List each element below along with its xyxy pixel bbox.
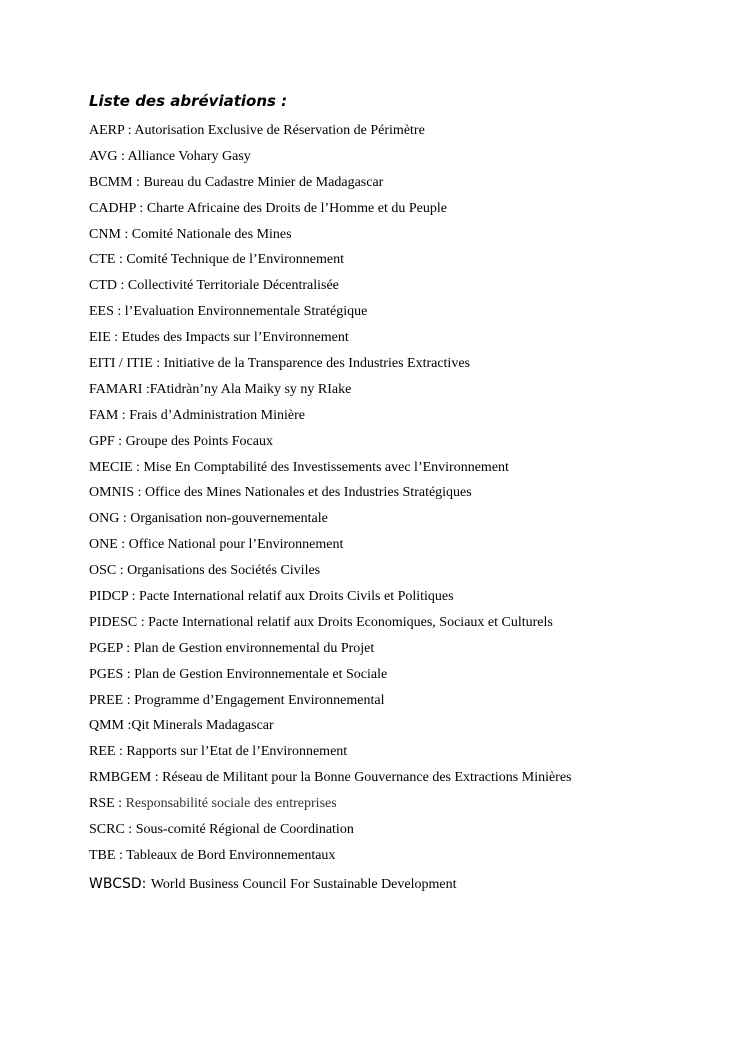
list-item-rse — [89, 791, 709, 817]
list-item: CTD : Collectivité Territoriale Décentralisée — [89, 278, 339, 294]
list-item: TBE : Tableaux de Bord Environnementaux — [89, 847, 336, 863]
list-heading: Liste des abréviations : — [89, 92, 288, 110]
list-item: PGES : Plan de Gestion Environnementale et Sociale — [89, 666, 388, 682]
list-item: EES : l’Evaluation Environnementale Stratégique — [89, 304, 368, 320]
list-item: PIDESC : Pacte International relatif aux Droits Economiques, Sociaux et Culturels — [89, 614, 553, 630]
wbcsd-abbreviation: WBCSD: — [89, 875, 151, 892]
list-item: FAMARI :FAtidràn’ny Ala Maiky sy ny RIake — [89, 381, 352, 397]
abbreviation-list — [89, 118, 709, 896]
list-item: MECIE : Mise En Comptabilité des Investissements avec l’Environnement — [89, 459, 509, 475]
list-item: CADHP : Charte Africaine des Droits de l’Homme et du Peuple — [89, 200, 447, 216]
list-item: EITI / ITIE : Initiative de la Transparence des Industries Extractives — [89, 356, 470, 372]
list-item: AERP : Autorisation Exclusive de Réservation de Périmètre — [89, 123, 425, 138]
wbcsd-definition: World Business Council For Sustainable Development — [150, 876, 457, 892]
rse-abbreviation: RSE : — [89, 796, 126, 812]
rse-definition: Responsabilité sociale des entreprises — [125, 796, 337, 812]
list-item: EIE : Etudes des Impacts sur l’Environnement — [89, 330, 349, 346]
list-item: PIDCP : Pacte International relatif aux Droits Civils et Politiques — [89, 589, 454, 605]
list-item: ONE : Office National pour l’Environnement — [89, 537, 344, 553]
list-item: BCMM : Bureau du Cadastre Minier de Madagascar — [89, 174, 384, 190]
list-item: QMM :Qit Minerals Madagascar — [89, 718, 274, 734]
list-item: AVG : Alliance Vohary Gasy — [89, 148, 251, 164]
abbreviations-page — [89, 88, 709, 896]
list-item: REE : Rapports sur l’Etat de l’Environnement — [89, 744, 348, 760]
list-item: OSC : Organisations des Sociétés Civiles — [89, 563, 321, 579]
list-item: FAM : Frais d’Administration Minière — [89, 407, 305, 423]
list-item: PGEP : Plan de Gestion environnemental du Projet — [89, 640, 375, 656]
list-item: OMNIS : Office des Mines Nationales et des Industries Stratégiques — [89, 485, 472, 501]
list-item: SCRC : Sous-comité Régional de Coordination — [89, 822, 354, 838]
list-item: ONG : Organisation non-gouvernementale — [89, 511, 328, 527]
list-item-wbcsd — [89, 869, 709, 896]
list-item: RMBGEM : Réseau de Militant pour la Bonne Gouvernance des Extractions Minières — [89, 770, 572, 786]
list-item: CNM : Comité Nationale des Mines — [89, 226, 292, 242]
list-item: CTE : Comité Technique de l’Environnement — [89, 252, 344, 268]
list-item: GPF : Groupe des Points Focaux — [89, 433, 273, 449]
list-item: PREE : Programme d’Engagement Environnemental — [89, 692, 385, 708]
